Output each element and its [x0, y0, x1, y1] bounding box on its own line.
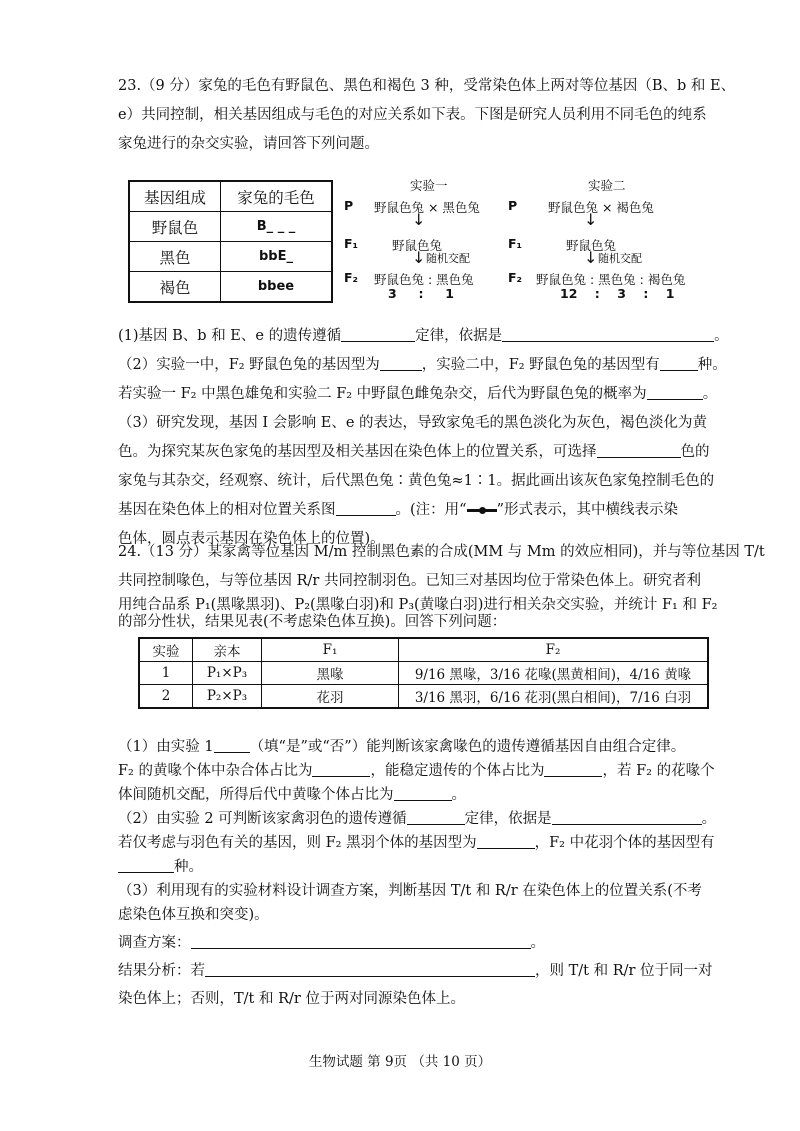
- table-cell: bbee: [221, 272, 333, 303]
- q23-subq3-line2: 色。为探究某灰色家兔的基因型及相关基因在染色体上的位置关系，可选择 色的: [118, 444, 710, 460]
- exp1-f1: 野鼠色兔: [392, 238, 443, 253]
- down-arrow-icon: ↓: [412, 210, 426, 229]
- q24-intro-line2: 共同控制喙色，与等位基因 R/r 共同控制羽色。已知三对基因均位于常染色体上。研究者利: [118, 573, 701, 589]
- table-cell: 1: [139, 662, 193, 685]
- table-cell: bbE_: [221, 242, 333, 272]
- table-row: [139, 662, 708, 685]
- q23-genotype-table: [128, 180, 333, 303]
- answer-blank[interactable]: [597, 442, 681, 458]
- exp2-ratio: 12 : 3 : 1: [560, 286, 675, 301]
- answer-blank[interactable]: [544, 761, 602, 777]
- table-header: 家兔的毛色: [221, 181, 333, 212]
- q24-intro-line4: 的部分性状，结果见表(不考虑染色体互换)。回答下列问题：: [118, 614, 507, 630]
- answer-blank[interactable]: [552, 809, 702, 825]
- q24-subq1-line3: 体间随机交配，所得后代中黄喙个体占比为 。: [118, 787, 466, 803]
- table-cell: B_ _ _: [221, 212, 333, 242]
- exp2-mating: 随机交配: [598, 252, 642, 265]
- exp1-f2: 野鼠色兔 : 黑色兔: [374, 272, 474, 287]
- q24-plan: 调查方案： 。: [118, 935, 545, 951]
- q24-subq3-line1: （3）利用现有的实验材料设计调查方案，判断基因 T/t 和 R/r 在染色体上的位置关系(不考: [118, 883, 702, 899]
- exp2-title: 实验二: [588, 178, 626, 193]
- q24-subq2-line2: 若仅考虑与羽色有关的基因，则 F₂ 黑羽个体的基因型为 ，F₂ 中花羽个体的基因型有: [118, 835, 715, 851]
- table-header: 实验: [139, 638, 193, 662]
- table-cell: P₁×P₃: [193, 662, 262, 685]
- answer-blank[interactable]: [502, 326, 714, 342]
- answer-blank[interactable]: [394, 785, 452, 801]
- chromosome-symbol-icon: [467, 509, 497, 512]
- table-cell: 2: [139, 685, 193, 709]
- q23-subq3-line4: 基因在染色体上的相对位置关系图 。(注：用“ ”形式表示，其中横线表示染: [118, 502, 678, 518]
- answer-blank[interactable]: [312, 761, 370, 777]
- exp1-f1-label: F₁: [344, 236, 359, 251]
- exp2-parents: 野鼠色兔 × 褐色兔: [548, 200, 654, 215]
- q24-intro-line1: 24.（13 分）某家禽等位基因 M/m 控制黑色素的合成(MM 与 Mm 的效应相同)，并与等位基因 T/t: [118, 544, 765, 560]
- answer-blank[interactable]: [660, 355, 698, 371]
- q23-intro-line2: e）共同控制，相关基因组成与毛色的对应关系如下表。下图是研究人员利用不同毛色的纯系: [118, 107, 707, 123]
- q23-subq2: （2）实验一中，F₂ 野鼠色兔的基因型为 ，实验二中，F₂ 野鼠色兔的基因型有 种。: [118, 357, 727, 373]
- exp1-ratio: 3 : 1: [388, 286, 454, 301]
- answer-blank[interactable]: [118, 857, 174, 873]
- table-header: 亲本: [193, 638, 262, 662]
- q24-subq2-line3: 种。: [118, 853, 688, 882]
- answer-blank[interactable]: [205, 961, 535, 977]
- exp1-mating: 随机交配: [426, 252, 470, 265]
- down-arrow-icon: ↓: [584, 248, 598, 267]
- exp2-f2: 野鼠色兔 : 黑色兔 : 褐色兔: [536, 272, 686, 287]
- q23-subq3-line1: （3）研究发现，基因 I 会影响 E、e 的表达，导致家兔毛的黑色淡化为灰色，褐色淡化为黄: [118, 415, 708, 431]
- q24-subq1-line2: F₂ 的黄喙个体中杂合体占比为 ，能稳定遗传的个体占比为 ，若 F₂ 的花喙个: [118, 763, 715, 779]
- q24-result: 结果分析：若 ，则 T/t 和 R/r 位于同一对: [118, 963, 713, 979]
- answer-blank[interactable]: [214, 737, 250, 753]
- exp1-p-label: P: [344, 198, 354, 213]
- q24-subq3-line2: 虑染色体互换和突变)。: [118, 907, 269, 923]
- table-header: F₁: [262, 638, 399, 662]
- exp2-p-label: P: [508, 198, 518, 213]
- answer-blank[interactable]: [407, 809, 465, 825]
- table-cell: 3/16 黑羽，6/16 花羽(黑白相间)，7/16 白羽: [399, 685, 709, 709]
- page-footer: 生物试题 第 9页 （共 10 页）: [308, 1054, 492, 1070]
- q24-result-line2: 染色体上；否则，T/t 和 R/r 位于两对同源染色体上。: [118, 991, 465, 1007]
- q23-subq1: (1)基因 B、b 和 E、e 的遗传遵循 定律，依据是 。: [118, 328, 729, 344]
- table-header: F₂: [399, 638, 709, 662]
- table-row: [139, 685, 708, 709]
- answer-blank[interactable]: [647, 384, 703, 400]
- exp1-parents: 野鼠色兔 × 黑色兔: [374, 200, 480, 215]
- down-arrow-icon: ↓: [584, 210, 598, 229]
- answer-blank[interactable]: [336, 500, 396, 516]
- table-header: 基因组成: [129, 181, 221, 212]
- table-cell: 黑色: [129, 242, 221, 272]
- table-cell: 褐色: [129, 272, 221, 303]
- table-cell: 9/16 黑喙，3/16 花喙(黑黄相间)，4/16 黄喙: [399, 662, 709, 685]
- exp2-f1-label: F₁: [508, 236, 523, 251]
- q24-results-table: [138, 637, 709, 709]
- answer-blank[interactable]: [191, 933, 531, 949]
- exp1-f2-label: F₂: [344, 270, 359, 285]
- q24-subq1: （1）由实验 1 （填“是”或“否”）能判断该家禽喙色的遗传遵循基因自由组合定律。: [118, 739, 686, 755]
- exp2-f1: 野鼠色兔: [566, 238, 617, 253]
- q24-subq2: （2）由实验 2 可判断该家禽羽色的遗传遵循 定律，依据是 。: [118, 811, 717, 827]
- table-cell: P₂×P₃: [193, 685, 262, 709]
- q23-intro-line3: 家兔进行的杂交实验，请回答下列问题。: [118, 136, 379, 152]
- q23-subq2-cont: 若实验一 F₂ 中黑色雄兔和实验二 F₂ 中野鼠色雌兔杂交，后代为野鼠色兔的概率为 。: [118, 386, 718, 402]
- q23-subq3-line3: 家兔与其杂交，经观察、统计，后代黑色兔∶黄色兔≈1∶1。据此画出该灰色家兔控制毛色的: [118, 473, 715, 489]
- exp2-f2-label: F₂: [508, 270, 523, 285]
- q23-intro-line1: 23.（9 分）家兔的毛色有野鼠色、黑色和褐色 3 种，受常染色体上两对等位基因（B、b 和 E、: [118, 78, 736, 94]
- q24-intro-line3: 用纯合品系 P₁(黑喙黑羽)、P₂(黑喙白羽)和 P₃(黄喙白羽)进行相关杂交实验，并统计 F₁ 和 F₂: [118, 597, 718, 613]
- exp1-title: 实验一: [410, 178, 448, 193]
- table-cell: 野鼠色: [129, 212, 221, 242]
- q23-subq3-line5: 色体，圆点表示基因在染色体上的位置)。: [118, 531, 385, 547]
- answer-blank[interactable]: [477, 833, 535, 849]
- answer-blank[interactable]: [380, 355, 422, 371]
- down-arrow-icon: ↓: [412, 248, 426, 267]
- table-cell: 花羽: [262, 685, 399, 709]
- answer-blank[interactable]: [341, 326, 415, 342]
- table-cell: 黑喙: [262, 662, 399, 685]
